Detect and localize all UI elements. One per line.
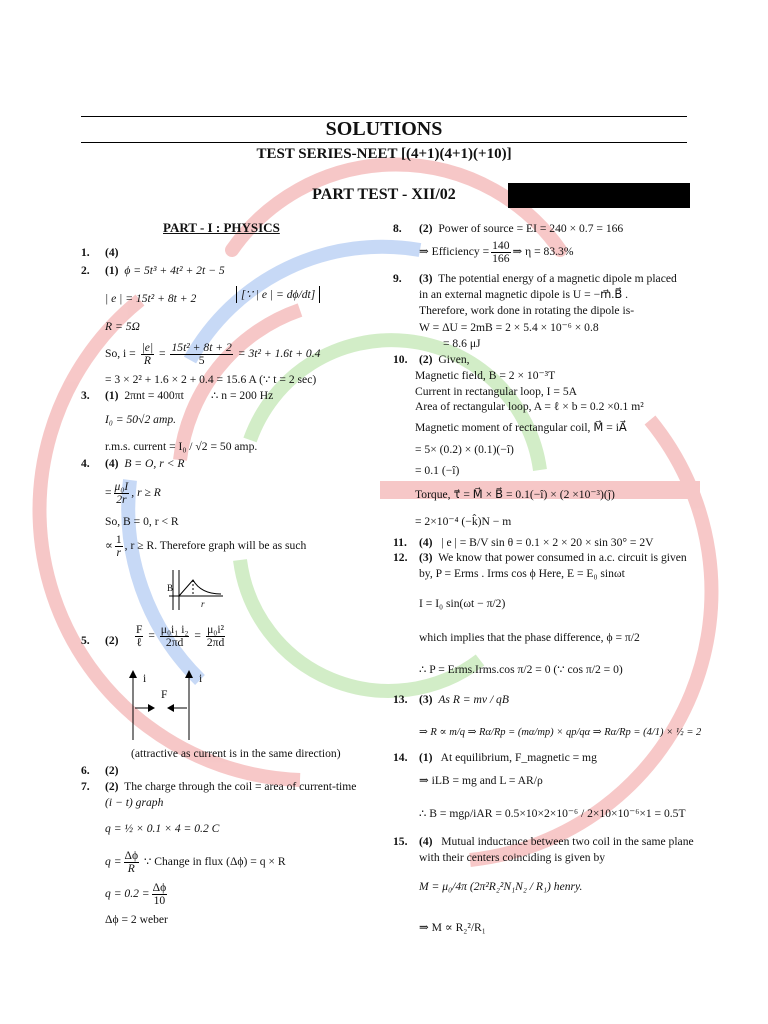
q9-line2: in an external magnetic dipole is U = −m⃗.B⃗ . (419, 288, 629, 301)
q10-line7: Torque, τ⃗ = M⃗ × B⃗ = 0.1(−î) × (2 ×10⁻³)(ĵ) (415, 488, 615, 501)
q1: 1. (4) (81, 246, 119, 259)
q10-line5: = 5× (0.2) × (0.1)(−î) (415, 443, 514, 456)
q12: 12. (3) We know that power consumed in a.c. circuit is given (393, 551, 687, 564)
q7-line6: Δϕ = 2 weber (105, 913, 168, 926)
q13-line2: ⇒ R ∝ m/q ⇒ Rα/Rp = (mα/mp) × qp/qα ⇒ Rα/Rp = (4/1) × ½ = 2 (419, 727, 702, 738)
q2: 2. (1) ϕ = 5t³ + 4t² + 2t − 5 (81, 264, 225, 277)
q10-line8: = 2×10⁻⁴ (−k̂)N − m (415, 515, 512, 528)
q2-line2: | e | = 15t² + 8t + 2 (105, 292, 197, 305)
q5-fig-i-right: i (199, 672, 203, 685)
q10-line1: Magnetic field, B = 2 × 10⁻³T (415, 369, 556, 382)
q8-line2: ⇒ Efficiency = $\frac{140}{166}$ ⇒ η = 83.3% (419, 239, 574, 265)
q7: 7. (2) The charge through the coil = area of current-time (81, 780, 357, 793)
q8: 8. (2) Power of source = EI = 240 × 0.7 = 166 (393, 222, 624, 235)
right-column (393, 0, 702, 1024)
q11: 11. (4) | e | = B/V sin θ = 0.1 × 2 × 20 × sin 30° = 2V (393, 536, 654, 549)
q15-line2: with their centers coinciding is given by (419, 851, 606, 864)
q4-graph (165, 566, 225, 614)
q12-line3: I = I₀ sin(ωt − π/2) (419, 597, 506, 610)
q9-line3: Therefore, work done in rotating the dipole is- (419, 304, 635, 317)
test-series-subtitle: TEST SERIES-NEET [(4+1)(4+1)(+10)] (256, 146, 512, 162)
q10: 10. (2) Given, (393, 353, 470, 366)
q3-line3: r.m.s. current = I₀ / √2 = 50 amp. (105, 440, 258, 453)
q10-line6: = 0.1 (−î) (415, 464, 460, 477)
q7-line2: (i − t) graph (105, 796, 164, 809)
q2-note: [∵ | e | = dϕ/dt] (236, 286, 320, 303)
q12-line4: which implies that the phase difference, ϕ = π/2 (419, 631, 640, 644)
q7-line3: q = ½ × 0.1 × 4 = 0.2 C (105, 822, 220, 835)
q12-line2: by, P = Erms . Irms cos ϕ Here, E = E₀ sinωt (419, 567, 625, 580)
q2-line3: R = 5Ω (105, 320, 140, 333)
q6: 6. (2) (81, 764, 119, 777)
q12-line5: ∴ P = Erms.Irms.cos π/2 = 0 (∵ cos π/2 = 0) (419, 663, 623, 676)
q7-line5: q = 0.2 = $\frac{\Delta\phi}{10}$ (105, 881, 167, 907)
q14: 14. (1) At equilibrium, F_magnetic = mg (393, 751, 597, 764)
q7-line4: q = $\frac{\Delta\phi}{R}$ ∵ Change in flux (Δϕ) = q × R (105, 849, 286, 875)
q9: 9. (3) The potential energy of a magnetic dipole m placed (393, 272, 677, 285)
q5-fig-i-left: i (143, 672, 147, 685)
left-column (81, 0, 381, 1024)
q3: 3. (1) 2πnt = 400πt (81, 389, 184, 402)
q15-line4: ⇒ M ∝ R₂²/R₁ (419, 921, 486, 934)
q3-line2: I₀ = 50√2 amp. (105, 413, 177, 426)
part-test-heading: PART TEST - XII/02 (312, 186, 456, 203)
q5-figure (121, 668, 201, 746)
q14-line2: ⇒ iLB = mg and L = AR/ρ (419, 774, 543, 787)
q5-note: (attractive as current is in the same direction) (131, 747, 341, 760)
q9-line4: W = ΔU = 2mB = 2 × 5.4 × 10⁻⁶ × 0.8 (419, 321, 599, 334)
q10-line4: Magnetic moment of rectangular coil, M⃗ = iA⃗ (415, 421, 627, 434)
q9-line5: = 8.6 μJ (443, 337, 481, 350)
q4-graph-b-label: B (167, 583, 174, 593)
q2-line4: So, i = $\frac{|e|}{R}$ = $\frac{\text{15t² + 8t + 2}}{5}$ = 3t² + 1.6t + 0.4 (105, 341, 321, 367)
q4-line2: = $\frac{\text{μ₀I}}{2r}$ , r ≥ R (105, 480, 161, 506)
q10-line2: Current in rectangular loop, I = 5A (415, 385, 578, 398)
page-title: SOLUTIONS (325, 118, 443, 140)
q4: 4. (4) B = O, r < R (81, 457, 185, 470)
q13: 13. (3) As R = mv / qB (393, 693, 509, 706)
q15-line3: M = μ₀/4π (2π²R₂²N₁N₂ / R₁) henry. (419, 880, 583, 893)
q2-line5: = 3 × 2² + 1.6 × 2 + 0.4 = 15.6 A (∵ t = 2 sec) (105, 373, 317, 386)
section-heading: PART - I : PHYSICS (163, 220, 280, 235)
q5-fig-f-label: F (161, 688, 168, 701)
q3-result: ∴ n = 200 Hz (211, 389, 274, 402)
q14-line3: ∴ B = mgρ/iAR = 0.5×10×2×10⁻⁶ / 2×10×10⁻⁶×1 = 0.5T (419, 807, 686, 820)
q5-formula: $\frac{F}{\text{ℓ}}$ = $\frac{\text{μ₀i₁ i₂}}{2\pi d}$ = $\frac{\text{μ₀i²}}{2\pi d}$ (136, 623, 225, 649)
q4-line4: ∝ $\frac{1}{r}$ , r ≥ R. Therefore graph will be as such (105, 533, 307, 559)
q10-line3: Area of rectangular loop, A = ℓ × b = 0.2 ×0.1 m² (415, 400, 644, 413)
q4-line3: So, B = 0, r < R (105, 515, 179, 528)
q4-graph-r-label: r (201, 599, 205, 609)
q5: 5. (2) (81, 634, 119, 647)
q15: 15. (4) Mutual inductance between two coil in the same plane (393, 835, 694, 848)
